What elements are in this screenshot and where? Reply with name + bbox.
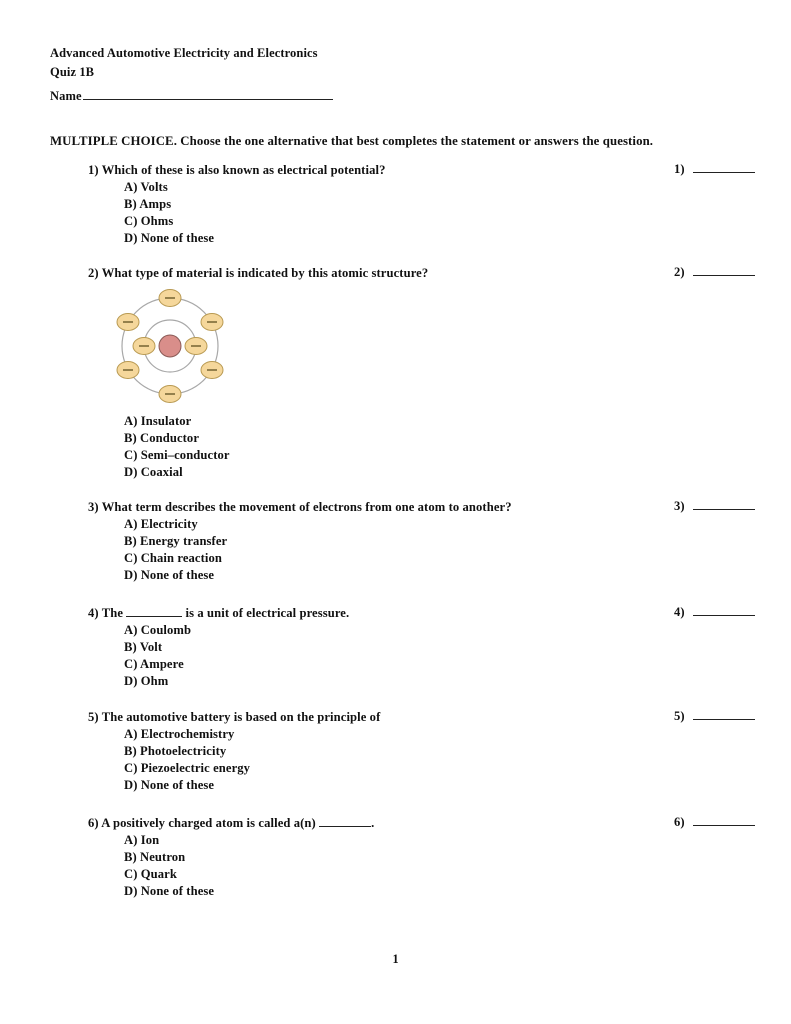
- question-stem-text: 2) What type of material is indicated by this atomic structure?: [88, 266, 429, 280]
- electron: [133, 338, 155, 355]
- question-stem: [88, 265, 748, 281]
- choice-d[interactable]: D) Ohm: [124, 674, 169, 688]
- question-stem-text: 6) A positively charged atom is called a(n): [88, 816, 320, 830]
- choice-c[interactable]: C) Ohms: [124, 214, 174, 228]
- name-field-row: [50, 88, 333, 104]
- electron: [159, 290, 181, 307]
- document-header: [50, 44, 318, 82]
- answer-slot-number: 1): [674, 162, 685, 176]
- choice-a[interactable]: A) Insulator: [124, 414, 192, 428]
- choice-list: [88, 413, 748, 481]
- answer-slot: [674, 815, 755, 830]
- answer-slot-number: 5): [674, 709, 685, 723]
- question-block: [88, 499, 748, 584]
- electron: [185, 338, 207, 355]
- choice-c[interactable]: C) Quark: [124, 867, 177, 881]
- choice-list: [88, 516, 748, 584]
- question-stem: [88, 605, 748, 621]
- electron: [201, 362, 223, 379]
- choice-b[interactable]: B) Conductor: [124, 431, 200, 445]
- choice-d[interactable]: D) None of these: [124, 778, 215, 792]
- choice-c[interactable]: C) Piezoelectric energy: [124, 761, 251, 775]
- question-block: [88, 265, 748, 281]
- answer-write-in-line[interactable]: [693, 709, 755, 720]
- question-block: [88, 605, 748, 690]
- choice-d[interactable]: D) Coaxial: [124, 465, 183, 479]
- answer-slot: [674, 605, 755, 620]
- page-number: 1: [392, 952, 399, 966]
- question-stem-text-post: is a unit of electrical pressure.: [182, 606, 350, 620]
- choice-a[interactable]: A) Volts: [124, 180, 168, 194]
- question-stem-text: 5) The automotive battery is based on the principle of: [88, 710, 381, 724]
- answer-write-in-line[interactable]: [693, 605, 755, 616]
- choice-c[interactable]: C) Ampere: [124, 657, 184, 671]
- question-stem: [88, 709, 748, 725]
- answer-slot-number: 4): [674, 605, 685, 619]
- choice-a[interactable]: A) Coulomb: [124, 623, 192, 637]
- answer-write-in-line[interactable]: [693, 265, 755, 276]
- atomic-structure-diagram: [110, 288, 230, 404]
- choice-b[interactable]: B) Volt: [124, 640, 163, 654]
- answer-slot: [674, 265, 755, 280]
- answer-slot-number: 3): [674, 499, 685, 513]
- answer-slot-number: 2): [674, 265, 685, 279]
- answer-write-in-line[interactable]: [693, 815, 755, 826]
- question-stem-text-post: .: [371, 816, 375, 830]
- electron: [201, 314, 223, 331]
- electron: [117, 362, 139, 379]
- question-stem: [88, 499, 748, 515]
- choice-d[interactable]: D) None of these: [124, 568, 215, 582]
- question-stem: [88, 815, 748, 831]
- name-label: Name: [50, 89, 82, 103]
- question-stem: [88, 162, 748, 178]
- fill-in-blank[interactable]: [126, 606, 182, 617]
- quiz-title: Quiz 1B: [50, 65, 95, 79]
- question-stem-text: 1) Which of these is also known as electrical potential?: [88, 163, 386, 177]
- choice-list: [88, 622, 748, 690]
- choice-a[interactable]: A) Electrochemistry: [124, 727, 235, 741]
- fill-in-blank[interactable]: [319, 816, 371, 827]
- choice-list: [88, 832, 748, 900]
- question-block: [88, 815, 748, 900]
- answer-write-in-line[interactable]: [693, 162, 755, 173]
- choice-c[interactable]: C) Semi–conductor: [124, 448, 230, 462]
- choice-d[interactable]: D) None of these: [124, 231, 215, 245]
- choice-c[interactable]: C) Chain reaction: [124, 551, 223, 565]
- instructions-text: MULTIPLE CHOICE. Choose the one alternative that best completes the statement or answers the question.: [50, 134, 654, 148]
- question-block: [88, 709, 748, 794]
- question-block: [88, 162, 748, 247]
- choice-b[interactable]: B) Amps: [124, 197, 172, 211]
- atom-svg: [110, 288, 230, 404]
- choice-d[interactable]: D) None of these: [124, 884, 215, 898]
- course-title: Advanced Automotive Electricity and Electronics: [50, 46, 318, 60]
- electron: [117, 314, 139, 331]
- electron: [159, 386, 181, 403]
- answer-write-in-line[interactable]: [693, 499, 755, 510]
- choice-a[interactable]: A) Ion: [124, 833, 160, 847]
- answer-slot-number: 6): [674, 815, 685, 829]
- question-stem-text: 4) The: [88, 606, 127, 620]
- choice-list: [88, 179, 748, 247]
- answer-slot: [674, 499, 755, 514]
- question-block-choices: [88, 412, 748, 481]
- answer-slot: [674, 162, 755, 177]
- answer-slot: [674, 709, 755, 724]
- choice-list: [88, 726, 748, 794]
- name-write-in-line[interactable]: [83, 88, 333, 100]
- choice-a[interactable]: A) Electricity: [124, 517, 198, 531]
- question-stem-text: 3) What term describes the movement of electrons from one atom to another?: [88, 500, 512, 514]
- choice-b[interactable]: B) Energy transfer: [124, 534, 228, 548]
- choice-b[interactable]: B) Neutron: [124, 850, 186, 864]
- choice-b[interactable]: B) Photoelectricity: [124, 744, 227, 758]
